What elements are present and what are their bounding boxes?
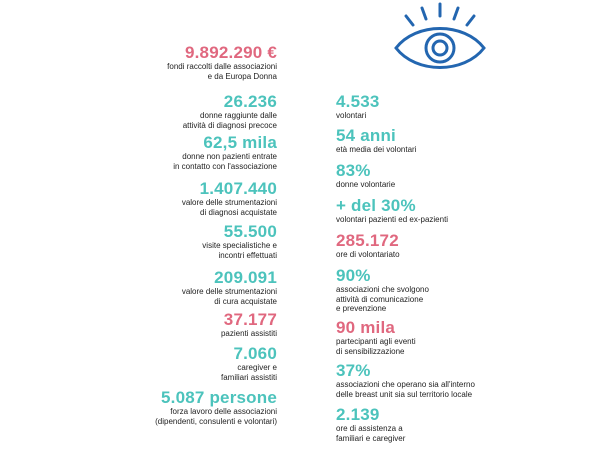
- stat-non-patients: [77, 133, 277, 171]
- stat-visits: [77, 222, 277, 260]
- stat-patient-volunteers: [336, 196, 546, 225]
- stat-label: partecipanti agli eventi di sensibilizzazione: [336, 337, 416, 356]
- stat-value: 90%: [336, 266, 371, 285]
- stat-patients: [77, 310, 277, 339]
- stat-label: volontari: [336, 111, 367, 120]
- stat-value: 4.533: [336, 92, 380, 111]
- stat-label: donne raggiunte dalle attività di diagnosi precoce: [182, 111, 277, 130]
- stat-value: 54 anni: [336, 126, 396, 145]
- stat-caregivers: [77, 344, 277, 382]
- stat-label: ore di assistenza a familiari e caregiver: [336, 424, 406, 443]
- stat-value: 1.407.440: [199, 179, 277, 198]
- stat-value: 285.172: [336, 231, 399, 250]
- stat-value: 2.139: [336, 405, 380, 424]
- stat-value: 83%: [336, 161, 371, 180]
- stat-women-volunteers: [336, 161, 546, 190]
- stat-value: 7.060: [233, 344, 277, 363]
- stat-label: volontari pazienti ed ex-pazienti: [336, 215, 449, 224]
- stat-label: valore delle strumentazioni di cura acquistate: [181, 287, 277, 306]
- stat-event-participants: [336, 318, 546, 356]
- stat-label: fondi raccolti dalle associazioni e da Europa Donna: [167, 62, 277, 81]
- stat-value: 62,5 mila: [203, 133, 277, 152]
- stat-funds: [77, 43, 277, 81]
- stat-value: 90 mila: [336, 318, 396, 337]
- stat-assistance-hours: [336, 405, 546, 443]
- stat-women-reached: [77, 92, 277, 130]
- stat-label: pazienti assistiti: [220, 329, 277, 338]
- stat-label: valore delle strumentazioni di diagnosi acquistate: [181, 198, 277, 217]
- stat-volunteers: [336, 92, 546, 121]
- stat-label: donne non pazienti entrate in contatto con l'associazione: [173, 152, 277, 171]
- stat-value: 26.236: [223, 92, 277, 111]
- stat-diagnosis-equipment: [77, 179, 277, 217]
- stat-label: associazioni che svolgono attività di comunicazione e prevenzione: [336, 285, 429, 313]
- stat-label: visite specialistiche e incontri effettuati: [202, 241, 277, 260]
- stat-label: associazioni che operano sia all'interno delle breast unit sia sul territorio locale: [336, 380, 475, 399]
- stat-label: ore di volontariato: [336, 250, 400, 259]
- stat-communication: [336, 266, 546, 314]
- stat-label: caregiver e familiari assistiti: [220, 363, 277, 382]
- stat-value: 55.500: [223, 222, 277, 241]
- stat-label: età media dei volontari: [336, 145, 417, 154]
- eye-icon: [392, 2, 488, 84]
- stat-workforce: [77, 388, 277, 426]
- stat-value: 9.892.290 €: [184, 43, 277, 62]
- stat-value: + del 30%: [336, 196, 416, 215]
- stat-volunteer-hours: [336, 231, 546, 260]
- stat-label: donne volontarie: [336, 180, 396, 189]
- stat-value: 5.087 persone: [161, 388, 277, 407]
- stat-value: 37.177: [223, 310, 277, 329]
- stat-average-age: [336, 126, 546, 155]
- stat-label: forza lavoro delle associazioni (dipendenti, consulenti e volontari): [155, 407, 277, 426]
- stat-value: 209.091: [214, 268, 277, 287]
- stat-breast-units: [336, 361, 546, 399]
- stat-care-equipment: [77, 268, 277, 306]
- stat-value: 37%: [336, 361, 371, 380]
